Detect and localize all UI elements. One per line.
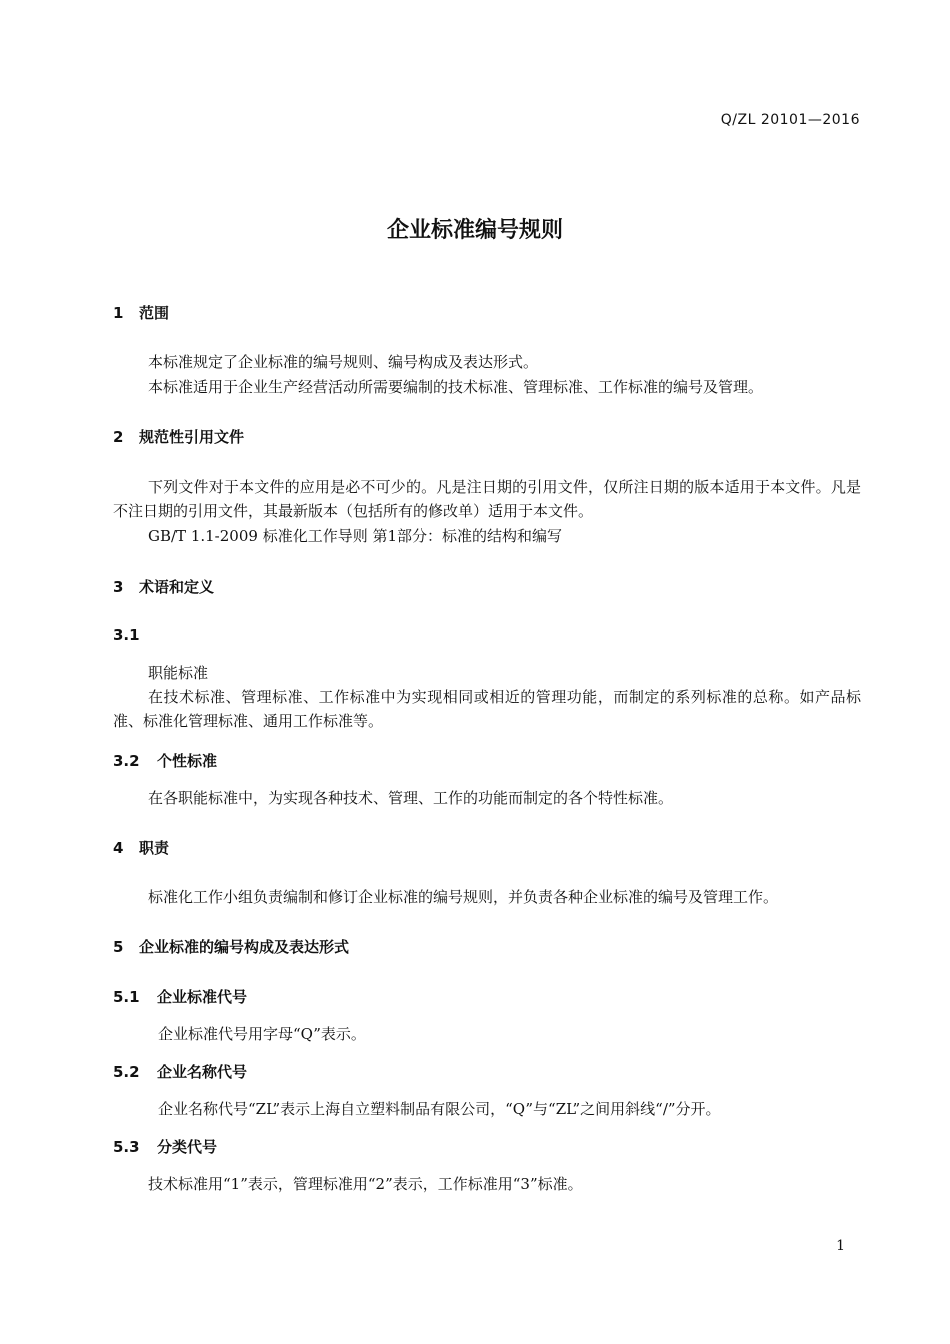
subsection-title: 个性标准: [157, 752, 218, 770]
section-number: 5: [113, 938, 124, 956]
subsection-title: 企业标准代号: [157, 988, 248, 1006]
paragraph: 下列文件对于本文件的应用是必不可少的。凡是注日期的引用文件，仅所注日期的版本适用于本文件。凡是不注日期的引用文件，其最新版本（包括所有的修改单）适用于本文件。: [113, 478, 861, 520]
section-number: 2: [113, 428, 124, 446]
paragraph: 本标准规定了企业标准的编号规则、编号构成及表达形式。: [148, 353, 539, 371]
section-heading-5: [113, 936, 349, 957]
subsection-title: 企业名称代号: [157, 1063, 248, 1081]
subsection-heading-5-2: [113, 1061, 247, 1082]
section-title: 范围: [139, 304, 170, 322]
definition: 在技术标准、管理标准、工作标准中为实现相同或相近的管理功能，而制定的系列标准的总称。如产品标准、标准化管理标准、通用工作标准等。: [113, 688, 861, 730]
section-heading-1: [113, 302, 169, 323]
section-title: 规范性引用文件: [139, 428, 245, 446]
term: 职能标准: [148, 664, 209, 682]
reference-entry: GB/T 1.1-2009 标准化工作导则 第1部分：标准的结构和编写: [148, 527, 563, 545]
subsection-number: 5.2: [113, 1063, 140, 1081]
section-heading-3: [113, 576, 214, 597]
section-title: 术语和定义: [139, 578, 215, 596]
subsection-number: 5.3: [113, 1138, 140, 1156]
paragraph: 本标准适用于企业生产经营活动所需要编制的技术标准、管理标准、工作标准的编号及管理。: [148, 378, 764, 396]
section-heading-4: [113, 837, 169, 858]
subsection-title: 分类代号: [157, 1138, 218, 1156]
paragraph: 标准化工作小组负责编制和修订企业标准的编号规则，并负责各种企业标准的编号及管理工作。: [148, 888, 779, 906]
paragraph: 企业名称代号“ZL”表示上海自立塑料制品有限公司，“Q”与“ZL”之间用斜线“/”分开。: [158, 1100, 721, 1118]
section-number: 3: [113, 578, 124, 596]
subsection-number: 3.2: [113, 752, 140, 770]
page-number: 1: [836, 1238, 845, 1254]
section-title: 职责: [139, 839, 170, 857]
document-title: 企业标准编号规则: [386, 218, 563, 243]
subsection-heading-5-1: [113, 986, 247, 1007]
definition: 在各职能标准中，为实现各种技术、管理、工作的功能而制定的各个特性标准。: [148, 789, 674, 807]
section-title: 企业标准的编号构成及表达形式: [139, 938, 350, 956]
section-heading-2: [113, 426, 244, 447]
subsection-number: 5.1: [113, 988, 140, 1006]
section-number: 1: [113, 304, 124, 322]
document-number: Q/ZL 20101—2016: [720, 112, 860, 128]
subsection-heading-3-2: [113, 750, 217, 771]
subsection-number-3-1: 3.1: [113, 626, 140, 644]
paragraph: 技术标准用“1”表示，管理标准用“2”表示，工作标准用“3”标准。: [148, 1175, 583, 1193]
paragraph: 企业标准代号用字母“Q”表示。: [158, 1025, 366, 1043]
section-number: 4: [113, 839, 124, 857]
subsection-heading-5-3: [113, 1136, 217, 1157]
